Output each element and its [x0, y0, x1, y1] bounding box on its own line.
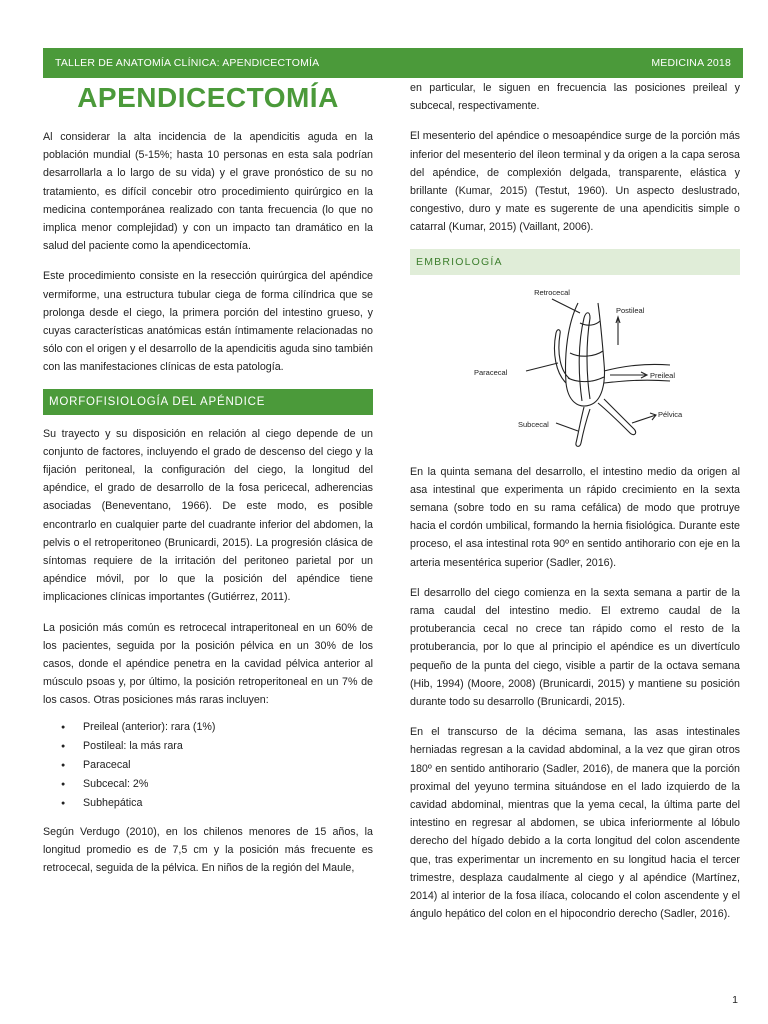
- header-course-title: TALLER DE ANATOMÍA CLÍNICA: APENDICECTOMÍA: [55, 57, 320, 69]
- list-item: ● Preileal (anterior): rara (1%): [61, 718, 373, 737]
- list-item: ● Subcecal: 2%: [61, 775, 373, 794]
- mesoappendix-paragraph: El mesenterio del apéndice o mesoapéndice surge de la porción más inferior del mesenterio del íleon terminal y da origen a la capa serosa del apéndice, de complexión delgada, transparente, elástica y brillante (Kumar, 2015) (Testut, 1960). Un aspecto deslustrado, congestivo, duro y mate es sugerente de una apendicitis simple o catarral (Kumar, 2015) (Vaillant, 2006).: [410, 130, 740, 234]
- list-item: ● Subhepática: [61, 794, 373, 813]
- retrocecal-appendix: [579, 312, 590, 400]
- figure-label-subcecal: Subcecal: [518, 419, 549, 429]
- cecum-outline: [566, 303, 605, 406]
- morfo-paragraph-3: Según Verdugo (2010), en los chilenos menores de 15 años, la longitud promedio es de 7,5 cm y la posición más frecuente es retrocecal, seguida de la pélvica. En niños de la región del Maule,: [43, 825, 373, 875]
- pointer-paracecal: [526, 363, 558, 371]
- figure-label-preileal: Preileal: [650, 370, 676, 380]
- embryology-paragraph-1: En la quinta semana del desarrollo, el intestino medio da origen al asa intestinal que experimenta un rápido crecimiento en la sexta semana (sobre todo en su rama cefálica) de modo que protruye hacia el cordón umbilical, formando la hernia fisiológica. Durante este proceso, el asa intestinal rota 90º en sentido antihorario con eje en la arteria mesentérica superior (Sadler, 2016).: [410, 465, 740, 569]
- section-heading-embriologia: [410, 249, 740, 275]
- header-year: MEDICINA 2018: [651, 57, 731, 69]
- haustra-lines: [568, 321, 604, 382]
- section-heading-label: MORFOFISIOLOGÍA DEL APÉNDICE: [49, 395, 266, 408]
- list-item: ● Paracecal: [61, 756, 373, 775]
- list-item: ● Postileal: la más rara: [61, 737, 373, 756]
- header-bar: [43, 48, 743, 78]
- continued-paragraph: en particular, le siguen en frecuencia las posiciones preileal y subcecal, respectivamente.: [410, 82, 740, 113]
- embryology-paragraph-3: En el transcurso de la décima semana, las asas intestinales herniadas regresan a la cavidad abdominal, a la vez que giran otros 180º en sentido antihorario (Sadler, 2016), de manera que la porción proximal del yeyuno termina situándose en el lado izquierdo de la cavidad abdominal, mientras que la yema cecal, la última parte del intestino en regresar al abdomen, se ubica inferiormente al lóbulo derecho del hígado debido a la corta longitud del colon ascendente que, tras experimentar un incremento en su longitud hacia el tercer trimestre, desplaza caudalmente al ciego y al apéndice (Martínez, 2014) al interior de la fosa ilíaca, colocando el colon ascendente y el ángulo hepático del colon en el hipocondrio derecho (Sadler, 2016).: [410, 726, 740, 921]
- morfo-paragraph-1: Su trayecto y su disposición en relación al ciego depende de un conjunto de factores, incluyendo el grado de descenso del ciego y la fijación peritoneal, la configuración del ciego, la longitud del apéndice, el grado de desarrollo de la fosa pericecal, adherencias asociadas (Beneventano, 1966). De este modo, es posible encontrarlo en cualquier parte del cuadrante inferior del abdomen, la pelvis o el retroperitoneo (Brunicardi, 2015). La progresión clásica de síntomas requiere de la irritación del peritoneo parietal por un apéndice móvil, por lo que la posición del apéndice tiene implicaciones clínicas importantes (Gutiérrez, 2011).: [43, 427, 373, 604]
- figure-label-paracecal: Paracecal: [474, 367, 508, 377]
- section-heading-label: EMBRIOLOGÍA: [416, 255, 503, 268]
- appendix-positions-figure: [410, 283, 740, 453]
- right-column: [410, 79, 740, 936]
- figure-label-retrocecal: Retrocecal: [534, 287, 570, 297]
- pelvic-appendix: [598, 399, 636, 435]
- section-heading-morfofisiologia: [43, 389, 373, 415]
- left-column: [43, 128, 373, 889]
- morfo-paragraph-2: La posición más común es retrocecal intraperitoneal en un 60% de los pacientes, seguida por la posición pélvica en un 30% de los casos, donde el apéndice penetra en la cavidad pélvica anterior al músculo psoas y, por último, la posición retroperitoneal en un 7% de los casos. Otras posiciones más raras incluyen:: [43, 621, 373, 707]
- embryology-paragraph-2: El desarrollo del ciego comienza en la sexta semana a partir de la rama caudal del intestino medio. El extremo caudal de la protuberancia cecal no crece tan rápido como el resto de la protuberancia, por lo que al principio el apéndice es un divertículo pequeño de la punta del ciego, visible a partir de la octava semana (Hib, 1994) (Moore, 2008) (Brunicardi, 2015) y mantiene su posición durante todo su desarrollo (Brunicardi, 2015).: [410, 586, 740, 709]
- appendix-diagram: [460, 283, 690, 453]
- intro-paragraph-1: Al considerar la alta incidencia de la apendicitis aguda en la población mundial (5-15%; hasta 10 personas en esta sala podrían desarrollarla a lo largo de su vida) y el grave pronóstico de su no tratamiento, es difícil concebir otro procedimiento quirúrgico en la medicina contemporánea realizado con tanta frecuencia (lo que no implica menor complejidad) y con un impacto tan dramático en la salud del paciente como la apendicectomía.: [43, 131, 373, 253]
- pointer-retrocecal: [552, 299, 580, 313]
- positions-list: [61, 718, 373, 813]
- subcecal-appendix: [576, 407, 590, 446]
- figure-label-pelvica: Pélvica: [658, 409, 683, 419]
- pointer-subcecal: [556, 423, 578, 431]
- figure-label-postileal: Postileal: [616, 305, 645, 315]
- intro-paragraph-2: Este procedimiento consiste en la resección quirúrgica del apéndice vermiforme, una estructura tubular ciega de forma cilíndrica que se prolonga desde el ciego, la primera porción del intestino grueso, y cuyas características anatómicas están íntimamente relacionadas no sólo con el origen y el desarrollo de la apendicitis aguda sino también con las manifestaciones clínicas de esta patología.: [43, 270, 373, 374]
- page-number: 1: [732, 994, 738, 1006]
- document-title: APENDICECTOMÍA: [77, 82, 339, 113]
